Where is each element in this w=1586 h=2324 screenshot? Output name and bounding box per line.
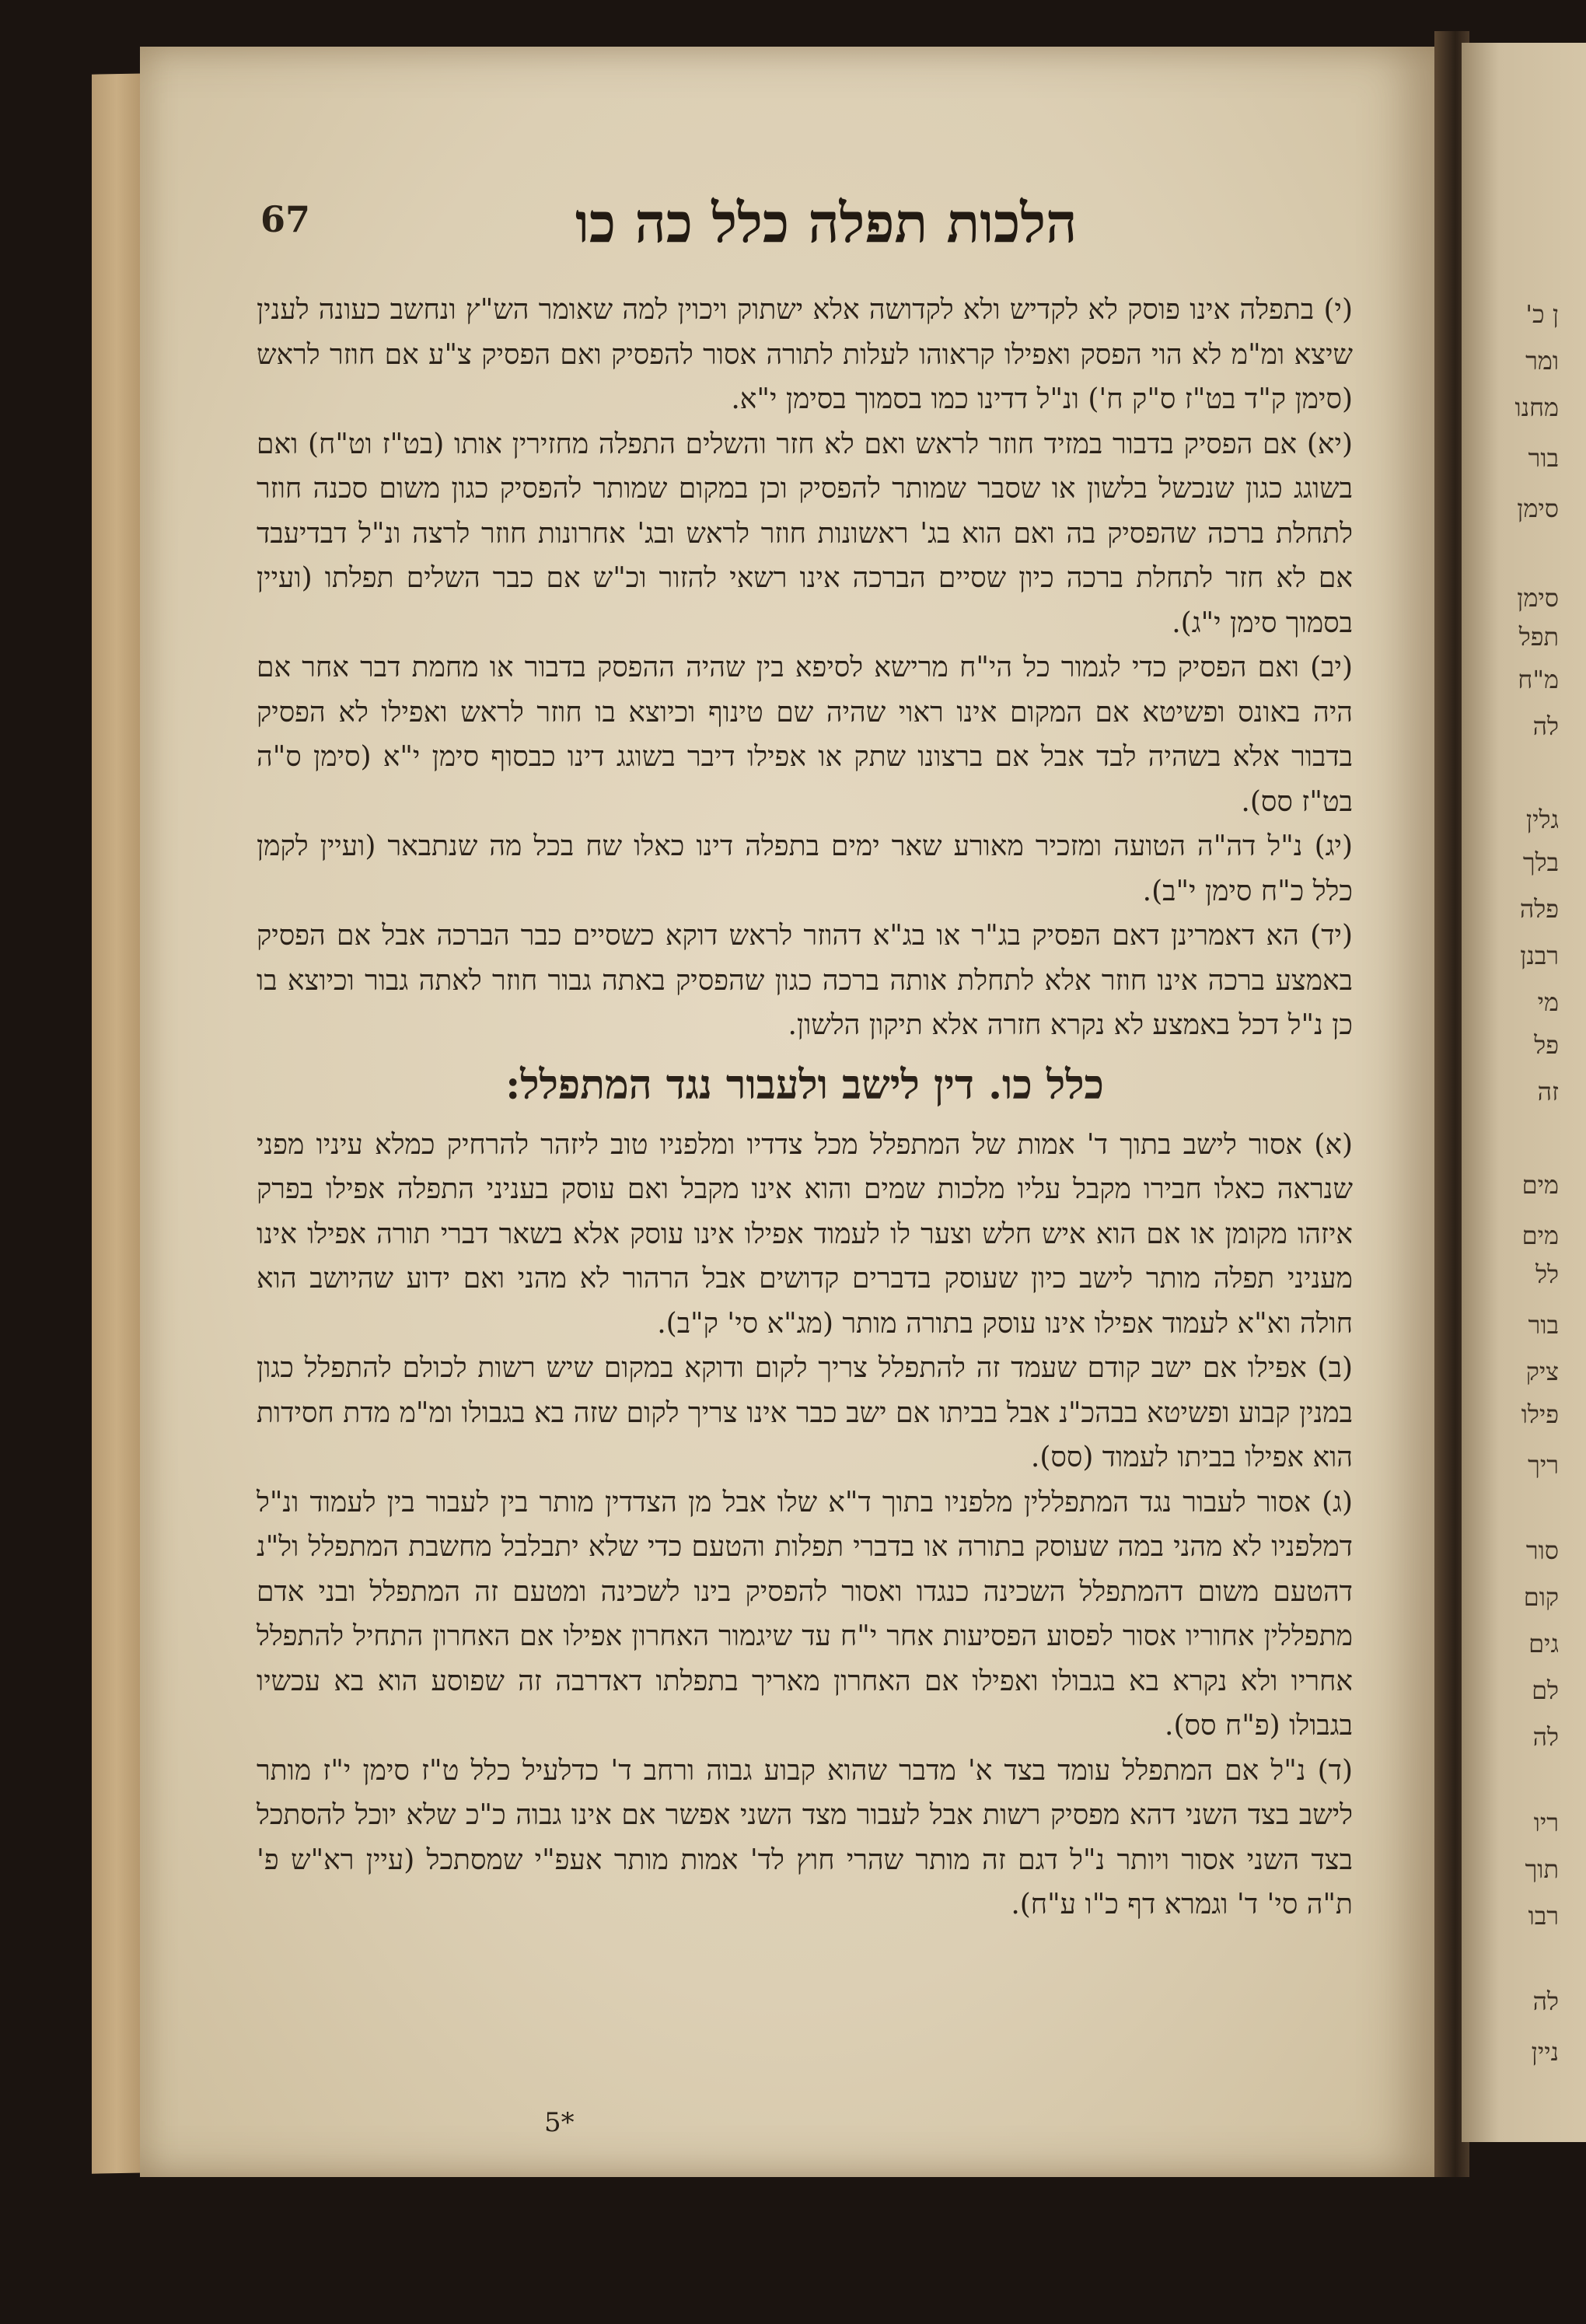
signature-mark: 5*	[544, 2107, 575, 2138]
adjacent-page-fragment: לה	[1532, 1722, 1559, 1752]
adjacent-page-fragment: תוך	[1525, 1854, 1559, 1884]
paragraph: (י) בתפלה אינו פוסק לא לקדיש ולא לקדושה אלא ישתוק ויכוין למה שאומר הש"ץ ונחשב כעונה לענין שיצא ומ"מ לא הוי הפסק ואפילו קראוהו לעלות לתורה אסור להפסיק ואם הפסיק צ"ע אם חוזר לראש (סימן ק"ד בט"ז ס"ק ח') ונ"ל דדינו כמו בסמוך בסימן י"א.	[257, 294, 1353, 415]
main-text-block	[257, 288, 1353, 1927]
adjacent-page-fragment: גלין	[1525, 805, 1559, 834]
paragraph: (יב) ואם הפסיק כדי לגמור כל הי"ח מרישא לסיפא בין שהיה ההפסק בדבור או מחמת דבר אחר אם היה באונס ופשיטא אם המקום אינו ראוי שהיה שם טינוף וכיוצא בו חוזר לראש ואפילו לא הפסיק בדבור אלא בשהיה לבד אבל אם ברצונו שתק או אפילו דיבר בשוגג דינו כבסוף סימן י"א (סימן ס"ה בט"ז סס).	[257, 652, 1353, 818]
adjacent-page-fragment: מים	[1521, 1170, 1559, 1200]
adjacent-page-fragment: קום	[1523, 1582, 1559, 1612]
adjacent-page-fragment: פלה	[1519, 894, 1559, 924]
adjacent-page-fragment: ניין	[1531, 2037, 1559, 2067]
paragraph: (יא) אם הפסיק בדבור במזיד חוזר לראש ואם לא חזר והשלים התפלה מחזירין אותו (בט"ז וט"ח) ואם בשוגג כגון שנכשל בלשון או שסבר שמותר להפסיק וכן במקום שמותר להפסיק כגון משום סכנה חוזר לתחלת ברכה שהפסיק בה ואם הוא בג' ראשונות חוזר לראש ובג' אחרונות חוזר לרצה ונ"ל דבדיעבד אם לא חזר לתחלת ברכה כיון שסיים הברכה אינו רשאי להזור וכ"ש אם כבר השלים תפלתו (ועיין בסמוך סימן י"ג).	[257, 428, 1353, 639]
paragraph: (ג) אסור לעבור נגד המתפללין מלפניו בתוך ד"א שלו אבל מן הצדדין מותר בין לעבור בין לעמוד ונ"ל דמלפניו לא מהני במה שעוסק בתורה או בדברי תפלות והטעם כדי שלא יתבלבל מחשבת המתפלל ול"נ דהטעם משום דהמתפלל השכינה כנגדו ואסור להפסיק בינו לשכינה ומטעם זה המתפלל ובני אדם מתפללין אחוריו אסור לפסוע הפסיעות אחר י"ח עד שיגמור האחרון אפילו אם האחרון התחיל להתפלל אחריו ולא נקרא בא בגבולו ואפילו אם האחרון מאריך בתפלתו דאדרבה זה שפוסע הוא בא עכשיו בגבולו (פ"ח סס).	[257, 1486, 1353, 1742]
adjacent-page-fragment: פל	[1534, 1030, 1559, 1060]
adjacent-page-fragment: רבו	[1528, 1901, 1559, 1931]
section-title: כלל כו. דין לישב ולעבור נגד המתפלל:	[505, 1061, 1104, 1109]
adjacent-page-fragment: ריו	[1533, 1808, 1559, 1837]
adjacent-page-fragment: מחנו	[1514, 393, 1559, 422]
paragraph: (יג) נ"ל דה"ה הטועה ומזכיר מאורע שאר ימים בתפלה דינו כאלו שח בכל מה שנתבאר (ועיין לקמן כלל כ"ח סימן י"ב).	[257, 830, 1353, 907]
adjacent-page-fragment: לל	[1535, 1260, 1559, 1289]
adjacent-page-fragment: רבנן	[1520, 941, 1559, 970]
adjacent-page-fragment: מים	[1521, 1221, 1559, 1250]
adjacent-page-fragment: תפל	[1518, 622, 1559, 652]
adjacent-page-fragment: מי	[1537, 987, 1559, 1017]
adjacent-page-fragment: בור	[1528, 443, 1559, 473]
paragraph: (יד) הא דאמרינן דאם הפסיק בג"ר או בג"א דהוזר לראש דוקא כשסיים כבר הברכה אבל אם הפסיק באמצע ברכה אינו חוזר אלא לתחלת אותה ברכה כגון שהפסיק באתה גבור חוזר לאתה גבור וכיוצא בו כן נ"ל דכל באמצע לא נקרא חזרה אלא תיקון הלשון.	[257, 920, 1353, 1041]
adjacent-page-fragment: ומר	[1525, 346, 1559, 376]
adjacent-page-fragment: סימן	[1517, 583, 1559, 613]
adjacent-page-fragment: לה	[1532, 711, 1559, 741]
adjacent-page-fragment: בלך	[1522, 847, 1559, 877]
adjacent-page-fragment: סור	[1525, 1536, 1559, 1565]
adjacent-page-fragment: מ"ח	[1518, 665, 1559, 694]
paragraph: (ב) אפילו אם ישב קודם שעמד זה להתפלל צריך לקום ודוקא במקום שיש רשות לכולם להתפלל כגון במנין קבוע ופשיטא בבהכ"נ אבל בביתו אם ישב כבר אינו צריך לקום שזה בא בגבולו ומ"מ מדת חסידות הוא אפילו בביתו לעמוד (סס).	[257, 1352, 1353, 1473]
page-number: 67	[260, 198, 311, 240]
adjacent-page-fragment: ן כ'	[1525, 299, 1559, 329]
running-head: הלכות תפלה כלל כה כו	[575, 190, 1078, 255]
adjacent-page-fragment: ריך	[1528, 1450, 1559, 1480]
adjacent-page-fragment: לה	[1532, 1987, 1559, 2016]
adjacent-page-fragment: גים	[1528, 1629, 1559, 1658]
paragraph: (א) אסור לישב בתוך ד' אמות של המתפלל מכל צדדיו ומלפניו טוב ליזהר להרחיק כמלא עיניו מפני שנראה כאלו חבירו מקבל עליו מלכות שמים והוא אינו מקבל ואם עוסק בעניני התפלה אפילו בפרק איזהו מקומן או אם הוא איש חלש וצער לו לעמוד אפילו אינו עוסק אלא בשאר דברי תורה אפילו אינו מעניני תפלה מותר לישב כיון שעוסק בדברים קדושים אבל הרהור לא מהני ואם ידוע שהיושב הוא חולה וא"א לעמוד אפילו אינו עוסק בתורה מותר (מג"א סי' ק"ב).	[257, 1128, 1353, 1340]
adjacent-page-fragment: לם	[1532, 1676, 1559, 1705]
adjacent-page-fragment: פילו	[1521, 1400, 1559, 1429]
adjacent-page-fragment: בור	[1528, 1310, 1559, 1340]
adjacent-page-fragment: זה	[1537, 1077, 1559, 1106]
adjacent-page-fragment: סימן	[1517, 494, 1559, 523]
adjacent-page-fragment: ציק	[1525, 1357, 1559, 1386]
paragraph: (ד) נ"ל אם המתפלל עומד בצד א' מדבר שהוא קבוע גבוה ורחב ד' כדלעיל כלל ט"ז סימן י"ז מותר לישב בצד השני דהא מפסיק רשות אבל לעבור מצד השני אפשר אם אינו גבוה כ"כ שלא יוכל להסתכל בצד השני אסור ויותר נ"ל דגם זה מותר שהרי חוץ לד' אמות מותר אעפ"י שמסתכל (עיין רא"ש פ' ת"ה סי' ד' וגמרא דף כ"ו ע"ח).	[257, 1754, 1353, 1920]
